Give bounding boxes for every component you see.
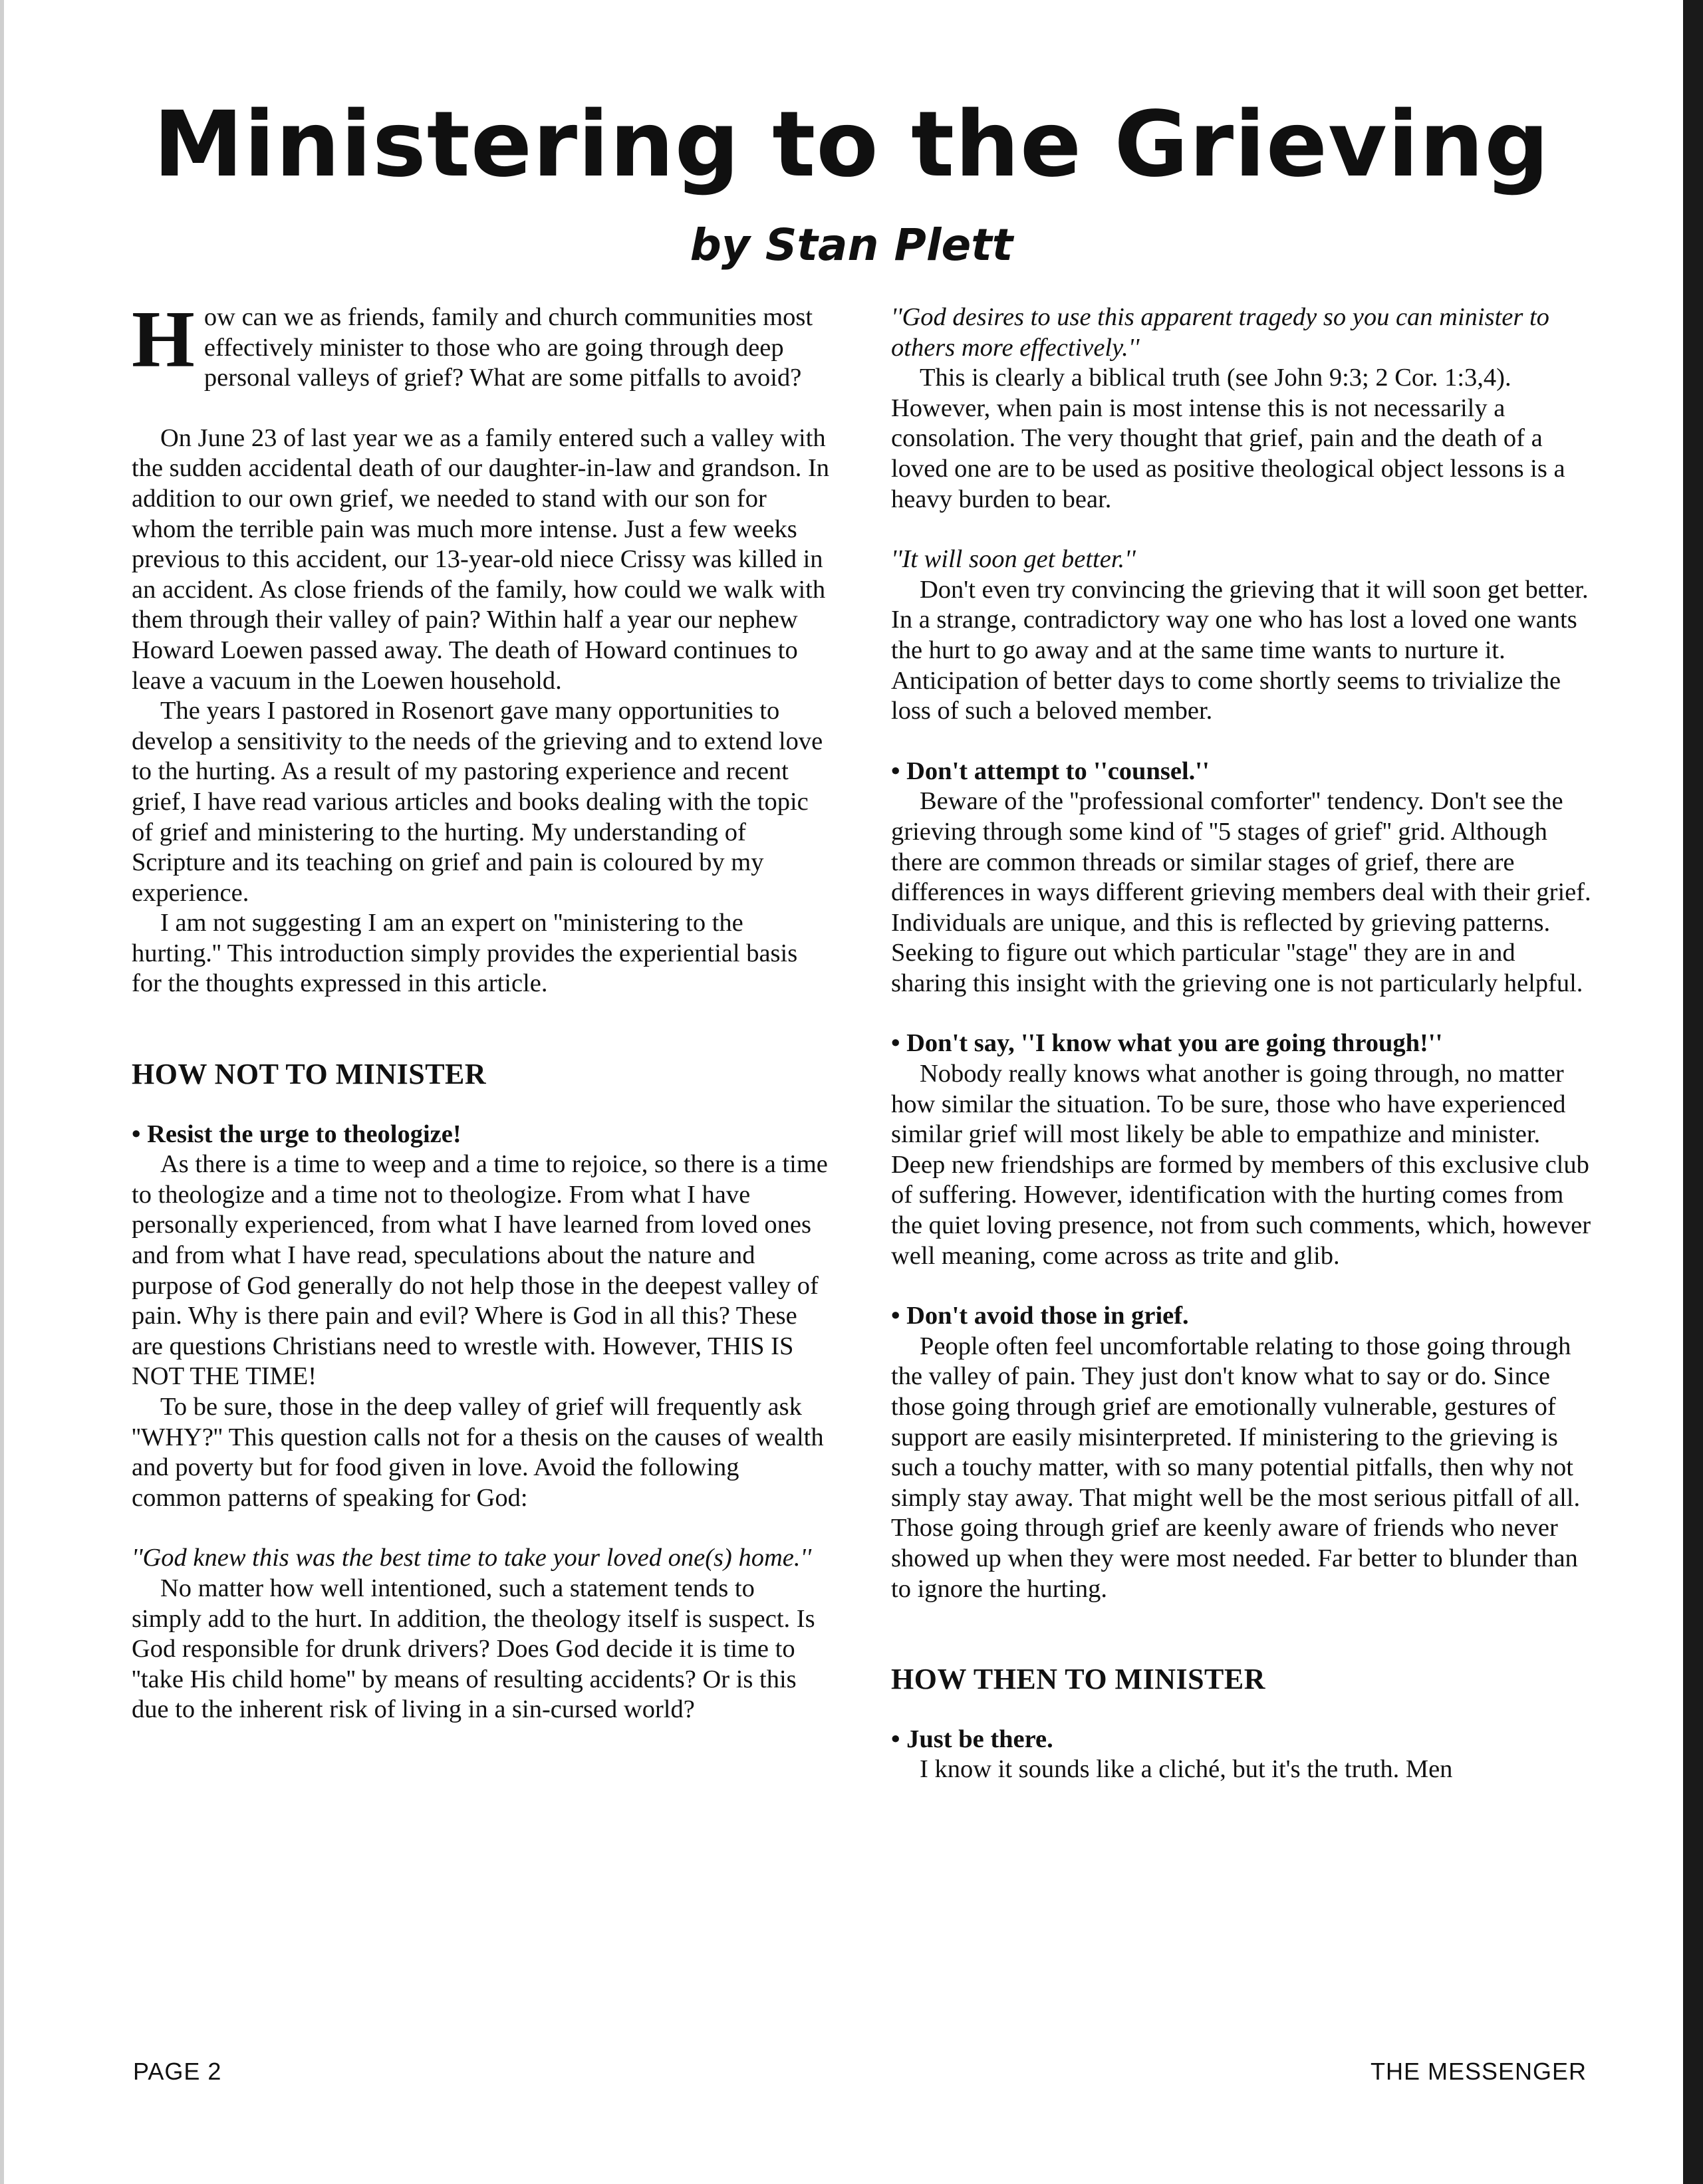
publication-name: THE MESSENGER [1370,2058,1587,2085]
paragraph: As there is a time to weep and a time to rejoice, so there is a time to theologize and a time not to theologize. From what I have personally experienced, from what I have learned from loved ones and from what I have read, speculations about the nature and purpose of God generally do not help those in the deepest valley of pain. Why is there pain and evil? Where is God in all this? These are questions Christians need to wrestle with. However, THIS IS NOT THE TIME! [132,1150,828,1391]
paragraph: This is clearly a biblical truth (see John 9:3; 2 Cor. 1:3,4). However, when pain is most intense this is not necessarily a consolation. The very thought that grief, pain and the death of a loved one are to be used as positive theological object lessons is a heavy burden to bear. [891,364,1565,513]
bullet-heading: • Don't say, ''I know what you are going through!'' [891,1029,1443,1058]
bullet-heading: • Resist the urge to theologize! [132,1120,461,1148]
paragraph: The years I pastored in Rosenort gave many opportunities to develop a sensitivity to the needs of the grieving and to extend love to the hurting. As a result of my pastoring experience and recent grief, I have read various articles and books dealing with the topic of grief and ministering to the hurting. My understanding of Scripture and its teaching on grief and pain is coloured by my experience. [132,697,823,907]
paragraph: No matter how well intentioned, such a statement tends to simply add to the hurt. In addition, the theology itself is suspect. Is God responsible for drunk drivers? Does God decide it is time to ''take His child home'' by means of resulting accidents? Or is this due to the inherent risk of living in a sin-cursed world? [132,1574,815,1724]
paragraph: I am not suggesting I am an expert on ''ministering to the hurting.'' This introduction simply provides the experiential basis for the thoughts expressed in this article. [132,909,798,998]
paragraph: Don't even try convincing the grieving that it will soon get better. In a strange, contradictory way one who has lost a loved one wants the hurt to go away and at the same time wants to nurture it. Anticipation of better days to come shortly seems to trivialize the loss of such a beloved member. [891,575,1589,725]
paragraph: Beware of the ''professional comforter'' tendency. Don't see the grieving through some kind of ''5 stages of grief'' grid. Although there are common threads or similar stages of grief, there are differences in ways different grieving members deal with their grief. Individuals are unique, and this is reflected by grieving patterns. Seeking to figure out which particular ''stage'' they are in and sharing this insight with the grieving one is not particularly helpful. [891,787,1591,997]
page-number: PAGE 2 [133,2058,222,2085]
bullet-heading: • Don't avoid those in grief. [891,1302,1189,1330]
page-edge-left [0,0,4,2184]
drop-cap: H [132,295,195,384]
paragraph: On June 23 of last year we as a family entered such a valley with the sudden accidental death of our daughter-in-law and grandson. In addition to our own grief, we needed to stand with our son for whom the terrible pain was much more intense. Just a few weeks previous to this accident, our 13-year-old niece Crissy was killed in an accident. As close friends of the family, how could we walk with them through their valley of pain? Within half a year our nephew Howard Loewen passed away. The death of Howard continues to leave a vacuum in the Loewen household. [132,424,830,695]
paragraph: I know it sounds like a cliché, but it's the truth. Men [920,1755,1453,1784]
paragraph: To be sure, those in the deep valley of grief will frequently ask ''WHY?'' This question calls not for a thesis on the causes of wealth and poverty but for food given in love. Avoid the following common patterns of speaking for God: [132,1393,824,1512]
bullet-heading: • Just be there. [891,1725,1053,1753]
intro-text: ow can we as friends, family and church communities most effectively minister to those who are going through deep personal valleys of grief? What are some pitfalls to avoid? [203,303,813,392]
section-heading: HOW NOT TO MINISTER [132,1058,487,1091]
intro-paragraph [132,295,830,394]
quote-heading: ''It will soon get better.'' [891,545,1136,574]
article-byline: by Stan Plett [690,219,1013,271]
paragraph: Nobody really knows what another is going through, no matter how similar the situation. To be sure, those who have experienced similar grief will most likely be able to empathize and minister. Deep new friendships are formed by members of this exclusive club of suffering. However, identification with the hurting comes from the quiet loving presence, not from such comments, which, however well meaning, come across as trite and glib. [891,1060,1591,1270]
quote-heading: ''God desires to use this apparent tragedy so you can minister to others more effectively.'' [891,303,1549,362]
bullet-heading: • Don't attempt to ''counsel.'' [891,757,1210,785]
left-column [132,295,830,1725]
paragraph: People often feel uncomfortable relating to those going through the valley of pain. They just don't know what to say or do. Since those going through grief are emotionally vulnerable, gestures of support are easily misinterpreted. If ministering to the grieving is such a touchy matter, with so many potential pitfalls, then why not simply stay away. That might well be the most serious pitfall of all. Those going through grief are keenly aware of friends who never showed up when they were most needed. Far better to blunder than to ignore the hurting. [891,1332,1581,1603]
page-edge-right [1683,0,1703,2184]
article-title: Ministering to the Grieving [153,92,1550,197]
right-column [891,303,1596,1785]
quote-heading: ''God knew this was the best time to take your loved one(s) home.'' [132,1544,811,1572]
section-heading: HOW THEN TO MINISTER [891,1663,1266,1696]
